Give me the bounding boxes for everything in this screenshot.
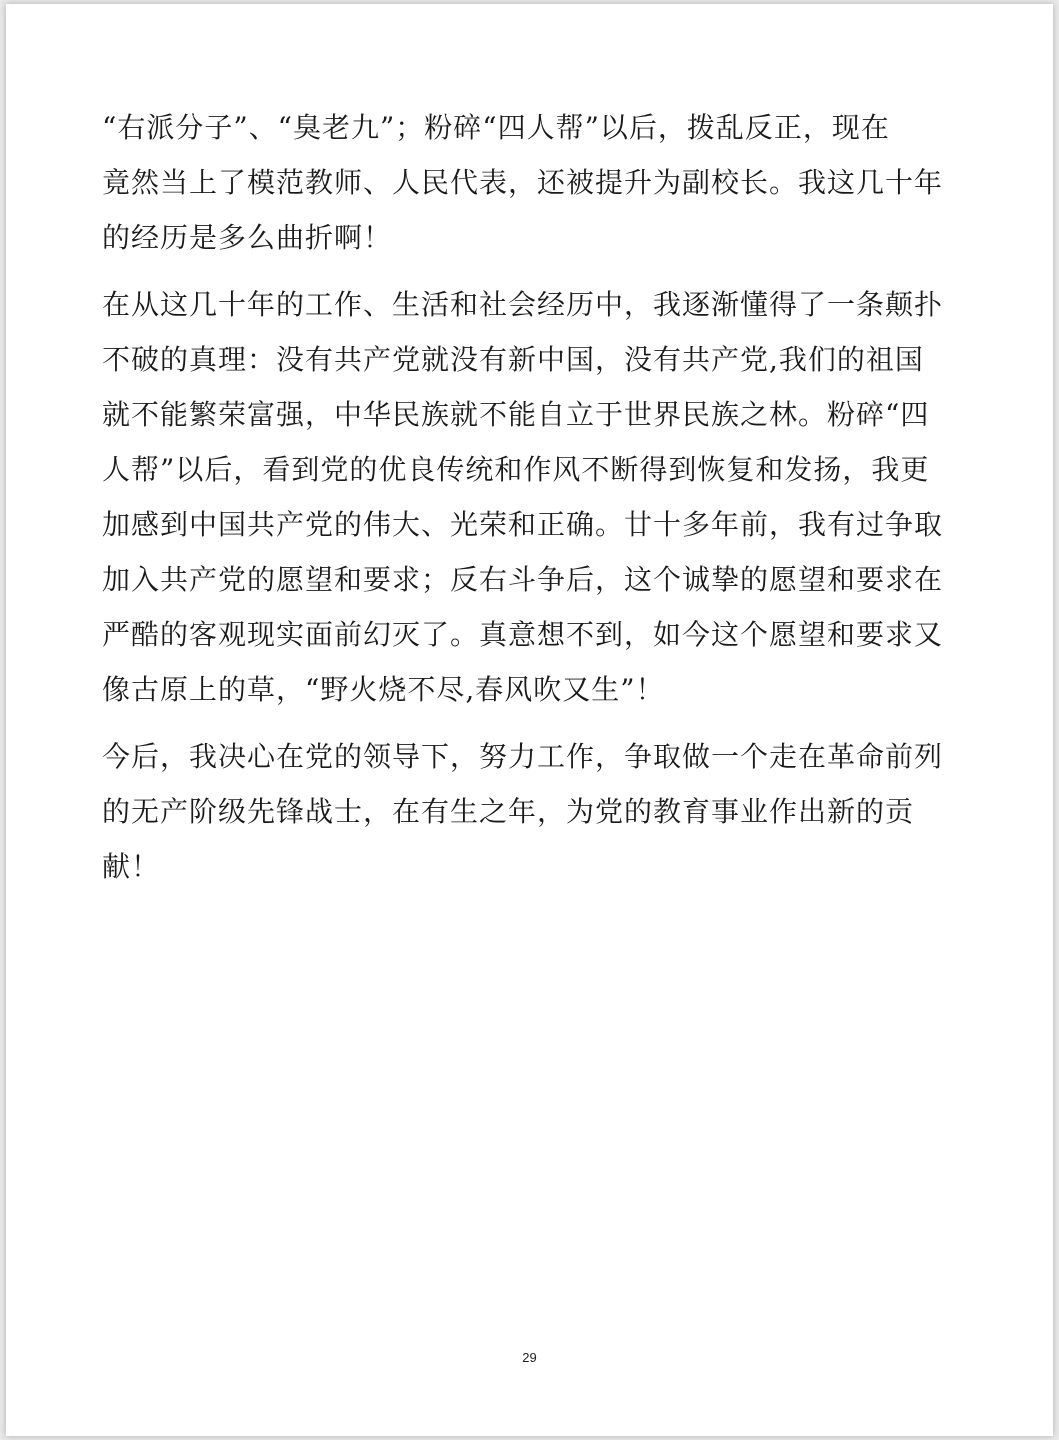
paragraph-spacer — [102, 717, 962, 729]
paragraph-1 — [102, 100, 962, 265]
text-line: 的无产阶级先锋战士，在有生之年，为党的教育事业作出新的贡 — [102, 795, 915, 828]
text-line: 献！ — [102, 850, 161, 883]
text-line: “右派分子”、“臭老九”；粉碎“四人帮”以后，拨乱反正，现在 — [102, 111, 890, 144]
paragraph-3 — [102, 729, 962, 894]
text-line: 人帮”以后，看到党的优良传统和作风不断得到恢复和发扬，我更 — [102, 453, 930, 486]
text-line: 的经历是多么曲折啊！ — [102, 221, 393, 254]
text-line: 不破的真理：没有共产党就没有新中国，没有共产党,我们的祖国 — [102, 343, 924, 376]
document-page — [6, 4, 1053, 1436]
text-line: 像古原上的草，“野火烧不尽,春风吹又生”！ — [102, 673, 665, 706]
paragraph-2 — [102, 277, 962, 717]
text-line: 今后，我决心在党的领导下，努力工作，争取做一个走在革命前列 — [102, 740, 944, 773]
document-body — [102, 100, 962, 894]
paragraph-spacer — [102, 265, 962, 277]
text-line: 就不能繁荣富强，中华民族就不能自立于世界民族之林。粉碎“四 — [102, 398, 930, 431]
text-line: 加感到中国共产党的伟大、光荣和正确。廿十多年前，我有过争取 — [102, 508, 944, 541]
text-line: 在从这几十年的工作、生活和社会经历中，我逐渐懂得了一条颠扑 — [102, 288, 944, 321]
text-line: 竟然当上了模范教师、人民代表，还被提升为副校长。我这几十年 — [102, 166, 944, 199]
text-line: 加入共产党的愿望和要求；反右斗争后，这个诚挚的愿望和要求在 — [102, 563, 944, 596]
text-line: 严酷的客观现实面前幻灭了。真意想不到，如今这个愿望和要求又 — [102, 618, 944, 651]
page-number: 29 — [522, 1350, 537, 1365]
